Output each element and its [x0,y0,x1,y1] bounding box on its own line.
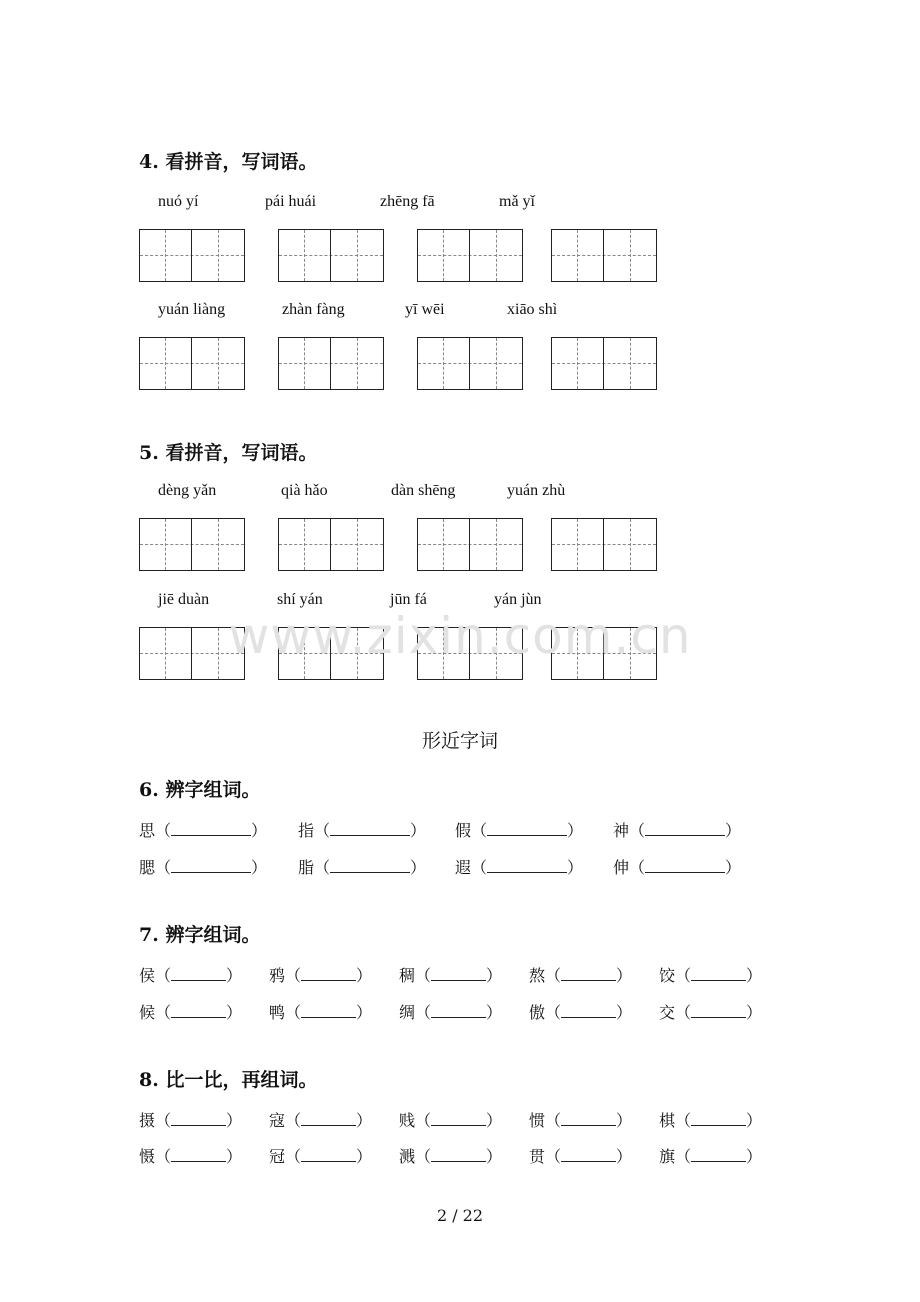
answer-blank[interactable] [487,821,567,836]
word-pair-item: 贱（ ） [399,1111,503,1130]
character: 冠 [269,1147,286,1166]
section-heading: 形近字词 [421,730,498,752]
answer-blank[interactable] [171,966,226,981]
word-pair-item: 冠（ ） [269,1147,373,1166]
answer-blank[interactable] [561,1003,616,1018]
answer-blank[interactable] [561,1147,616,1162]
word-pair-item: 神（ ） [613,821,742,840]
character: 思 [139,821,156,840]
word-pair-item: 鸦（ ） [269,966,373,985]
character: 旗 [659,1147,676,1166]
character: 鸭 [269,1003,286,1022]
writing-grid[interactable] [417,518,523,571]
writing-grid[interactable] [417,229,523,282]
word-pair-item: 饺（ ） [659,966,763,985]
word-pair-item: 寇（ ） [269,1111,373,1130]
character: 贱 [399,1111,416,1130]
pinyin-label: mǎ yǐ [499,193,535,210]
answer-blank[interactable] [171,1003,226,1018]
word-pair-item: 慑（ ） [139,1147,243,1166]
answer-blank[interactable] [301,1147,356,1162]
answer-blank[interactable] [431,966,486,981]
writing-grid[interactable] [278,229,384,282]
pinyin-label: zhàn fàng [282,301,345,318]
word-pair-item: 绸（ ） [399,1003,503,1022]
answer-blank[interactable] [171,821,251,836]
word-pair-item: 思（ ） [139,821,268,840]
answer-blank[interactable] [691,1111,746,1126]
pinyin-label: nuó yí [158,193,199,210]
character: 熬 [529,966,546,985]
answer-blank[interactable] [691,966,746,981]
pinyin-label: zhēng fā [380,193,435,210]
character: 腮 [139,858,156,877]
pinyin-label: yī wēi [405,301,445,318]
pinyin-label: qià hǎo [281,482,328,499]
page-number: 2 / 22 [436,1206,484,1225]
pinyin-label: jiē duàn [158,591,210,608]
writing-grid[interactable] [139,518,245,571]
character: 饺 [659,966,676,985]
character: 指 [298,821,315,840]
character: 溅 [399,1147,416,1166]
writing-grid[interactable] [551,337,657,390]
answer-blank[interactable] [171,858,251,873]
word-pair-item: 侯（ ） [139,966,243,985]
character: 侯 [139,966,156,985]
word-pair-item: 遐（ ） [455,858,584,877]
question-6-title: 6. 辨字组词。 [139,779,261,801]
answer-blank[interactable] [645,821,725,836]
question-5-title: 5. 看拼音，写词语。 [139,442,318,464]
character: 绸 [399,1003,416,1022]
question-4-title: 4. 看拼音，写词语。 [139,151,318,173]
word-pair-item: 傲（ ） [529,1003,633,1022]
pinyin-label: yán jùn [494,591,542,608]
pinyin-label: dèng yǎn [158,482,217,499]
character: 假 [455,821,472,840]
character: 脂 [298,858,315,877]
character: 棋 [659,1111,676,1130]
word-pair-item: 贯（ ） [529,1147,633,1166]
character: 摄 [139,1111,156,1130]
pinyin-label: xiāo shì [507,301,558,318]
word-pair-item: 稠（ ） [399,966,503,985]
word-pair-item: 腮（ ） [139,858,268,877]
word-pair-item: 脂（ ） [298,858,427,877]
answer-blank[interactable] [301,966,356,981]
writing-grid[interactable] [417,337,523,390]
word-pair-item: 棋（ ） [659,1111,763,1130]
character: 鸦 [269,966,286,985]
writing-grid[interactable] [551,518,657,571]
answer-blank[interactable] [431,1003,486,1018]
word-pair-item: 旗（ ） [659,1147,763,1166]
watermark: www.zixin.com.cn [228,607,692,665]
answer-blank[interactable] [691,1003,746,1018]
writing-grid[interactable] [139,229,245,282]
pinyin-label: jūn fá [390,591,427,608]
pinyin-label: yuán liàng [158,301,226,318]
character: 惯 [529,1111,546,1130]
pinyin-label: pái huái [265,193,317,210]
character: 遐 [455,858,472,877]
word-pair-item: 指（ ） [298,821,427,840]
question-8-title: 8. 比一比，再组词。 [139,1069,318,1091]
character: 慑 [139,1147,156,1166]
character: 寇 [269,1111,286,1130]
word-pair-item: 溅（ ） [399,1147,503,1166]
answer-blank[interactable] [330,858,410,873]
word-pair-item: 熬（ ） [529,966,633,985]
word-pair-item: 候（ ） [139,1003,243,1022]
pinyin-label: yuán zhù [507,482,566,499]
word-pair-item: 鸭（ ） [269,1003,373,1022]
answer-blank[interactable] [431,1147,486,1162]
character: 神 [613,821,630,840]
word-pair-item: 惯（ ） [529,1111,633,1130]
answer-blank[interactable] [171,1111,226,1126]
character: 候 [139,1003,156,1022]
writing-grid[interactable] [278,337,384,390]
answer-blank[interactable] [171,1147,226,1162]
answer-blank[interactable] [645,858,725,873]
answer-blank[interactable] [330,821,410,836]
question-7-title: 7. 辨字组词。 [139,924,261,946]
writing-grid[interactable] [139,337,245,390]
word-pair-item: 交（ ） [659,1003,763,1022]
answer-blank[interactable] [691,1147,746,1162]
character: 贯 [529,1147,546,1166]
character: 伸 [613,858,630,877]
pinyin-label: dàn shēng [391,482,456,499]
answer-blank[interactable] [487,858,567,873]
word-pair-item: 伸（ ） [613,858,742,877]
answer-blank[interactable] [561,1111,616,1126]
character: 傲 [529,1003,546,1022]
answer-blank[interactable] [431,1111,486,1126]
writing-grid[interactable] [278,518,384,571]
answer-blank[interactable] [301,1111,356,1126]
character: 稠 [399,966,416,985]
answer-blank[interactable] [561,966,616,981]
character: 交 [659,1003,676,1022]
answer-blank[interactable] [301,1003,356,1018]
word-pair-item: 摄（ ） [139,1111,243,1130]
pinyin-label: shí yán [277,591,323,608]
writing-grid[interactable] [551,229,657,282]
word-pair-item: 假（ ） [455,821,584,840]
